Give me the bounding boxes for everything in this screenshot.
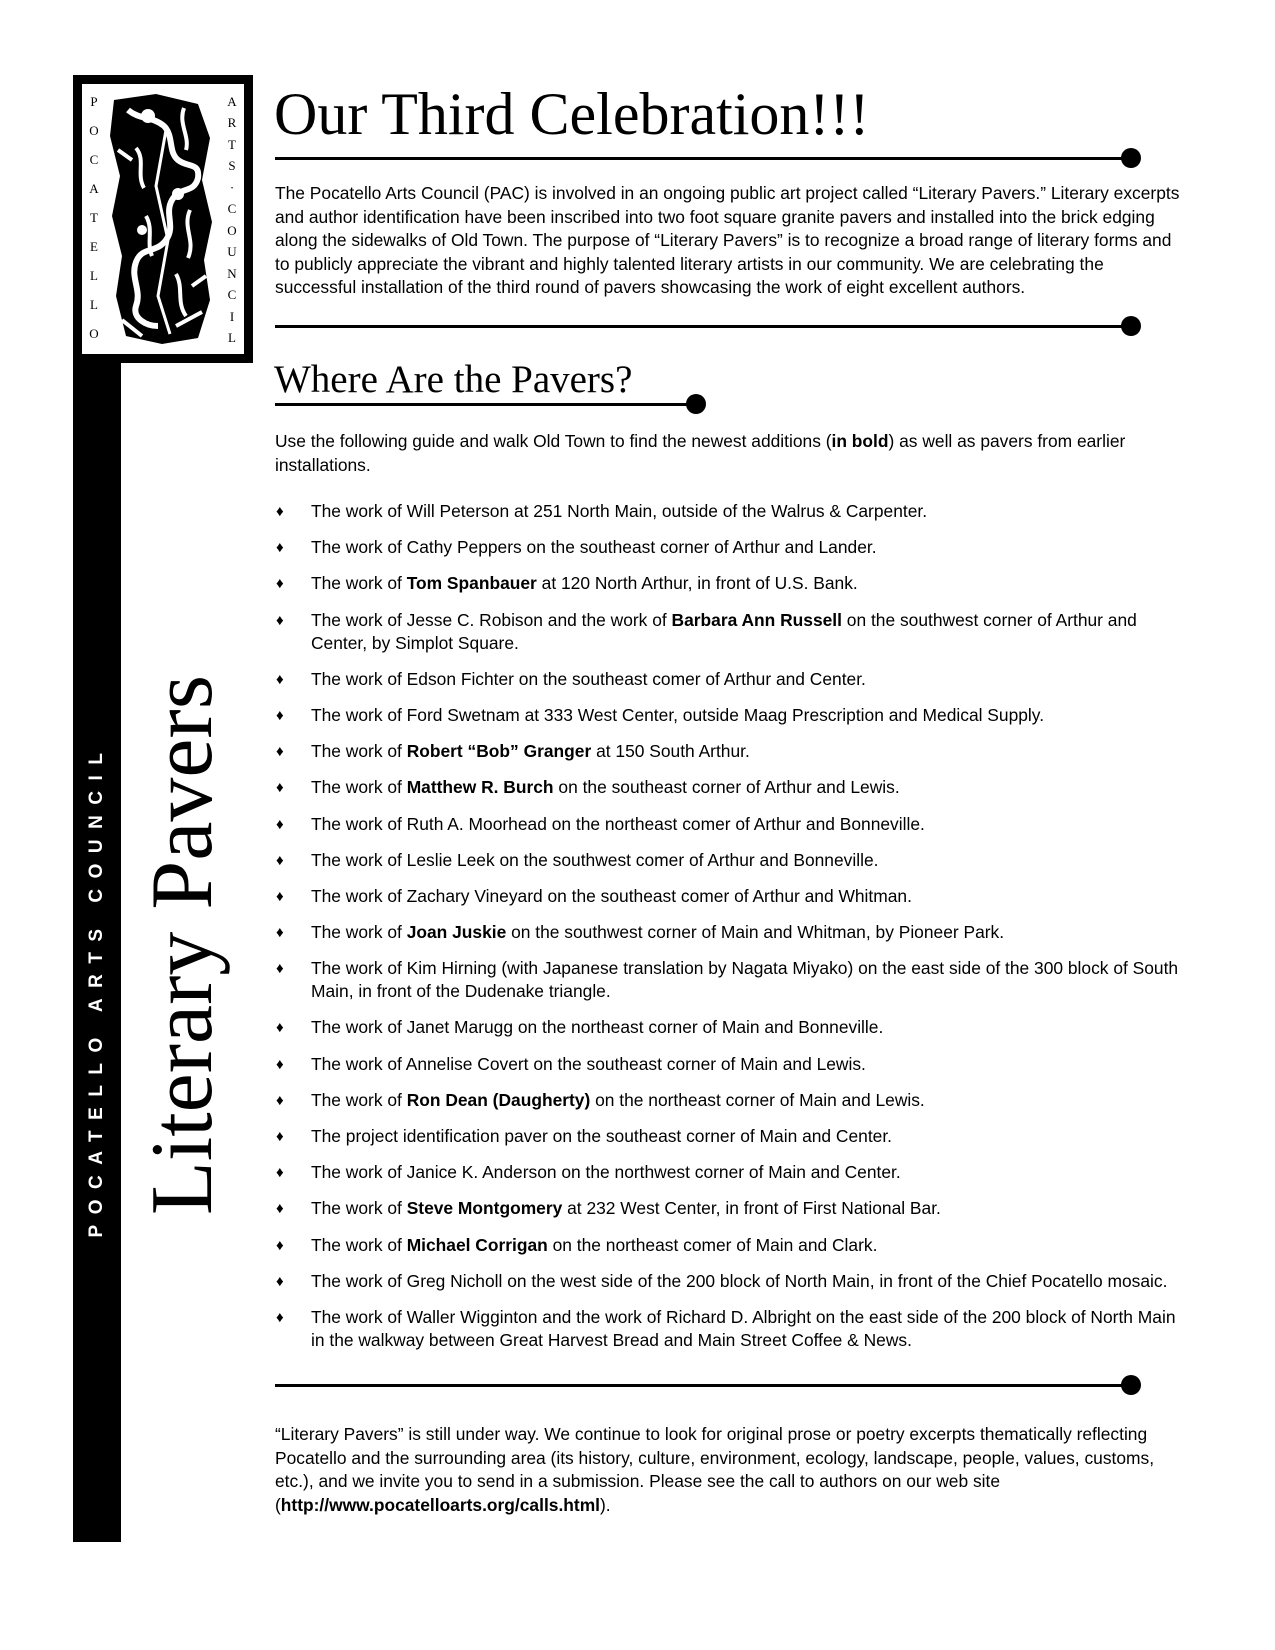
logo-letter: O bbox=[227, 222, 237, 238]
logo-letter: A bbox=[227, 94, 237, 109]
paver-text: The work of Ruth A. Moorhead on the northeast comer of Arthur and Bonneville. bbox=[311, 813, 925, 834]
author-name-new: Joan Juskie bbox=[406, 922, 507, 943]
rule-end-dot bbox=[1121, 148, 1141, 168]
author-name-new: Matthew R. Burch bbox=[406, 777, 554, 798]
paver-text: The work of Will Peterson at 251 North Main, outside of the Walrus & Carpenter. bbox=[311, 501, 928, 521]
paver-location-text bbox=[311, 776, 1185, 799]
logo-letter: A bbox=[89, 181, 99, 196]
paver-location-text bbox=[311, 921, 1185, 944]
paver-location-text bbox=[311, 885, 1185, 908]
diamond-bullet-icon: ♦ bbox=[276, 743, 284, 761]
paver-location-text bbox=[311, 1197, 1185, 1220]
paver-text: The work of bbox=[311, 922, 407, 943]
intro-paragraph: The Pocatello Arts Council (PAC) is involved in an ongoing public art project called “Literary Pavers.” Literary excerpts and author identification have been inscribed into two foot square granite pavers and installed into the brick edging along the sidewalks of Old Town. The purpose of “Literary Pavers” is to recognize a broad range of literary forms and to publicly appreciate the vibrant and highly talented literary artists in our community. We are celebrating the successful installation of the third round of pavers showcasing the work of eight excellent authors. bbox=[275, 183, 1180, 298]
paver-text: The work of Janice K. Anderson on the northwest corner of Main and Center. bbox=[311, 1162, 901, 1183]
paver-text: The work of bbox=[311, 1089, 407, 1110]
section-underline bbox=[275, 403, 696, 406]
diamond-bullet-icon: ♦ bbox=[276, 887, 284, 905]
paver-location-text bbox=[311, 957, 1185, 1003]
divider-rule bbox=[275, 325, 1131, 328]
outro-paragraph bbox=[275, 1423, 1180, 1517]
paver-text: The work of Leslie Leek on the southwest comer of Arthur and Bonneville. bbox=[311, 849, 879, 870]
list-item bbox=[270, 921, 1185, 944]
list-item bbox=[270, 704, 1185, 727]
guide-text: Use the following guide and walk Old Town to find the newest additions ( bbox=[275, 431, 832, 451]
paver-text: The work of bbox=[311, 741, 407, 762]
logo-letter: S bbox=[228, 158, 236, 174]
list-item bbox=[270, 1016, 1185, 1039]
diamond-bullet-icon: ♦ bbox=[276, 503, 284, 520]
author-name-new: Tom Spanbauer bbox=[406, 573, 537, 594]
paver-location-text bbox=[311, 500, 1185, 523]
list-item bbox=[270, 849, 1185, 872]
section-title: Where Are the Pavers? bbox=[274, 358, 633, 401]
divider-rule bbox=[275, 1384, 1131, 1387]
diamond-bullet-icon: ♦ bbox=[276, 539, 284, 557]
paver-location-text bbox=[311, 1270, 1185, 1293]
paver-location-text bbox=[311, 1125, 1185, 1148]
paver-text-end: at 120 North Arthur, in front of U.S. Bank. bbox=[536, 573, 858, 594]
paver-text: The work of Kim Hirning (with Japanese translation by Nagata Miyako) on the east side of the 300 block of South Main, in front of the Dudenake triangle. bbox=[311, 958, 1179, 1002]
literary-pavers-title: Literary Pavers bbox=[134, 675, 231, 1215]
author-name-new: Ron Dean (Daugherty) bbox=[406, 1089, 591, 1110]
diamond-bullet-icon: ♦ bbox=[276, 1308, 284, 1326]
diamond-bullet-icon: ♦ bbox=[276, 1272, 284, 1290]
paver-text: The work of Janet Marugg on the northeast corner of Main and Bonneville. bbox=[311, 1017, 884, 1038]
author-name-new: Michael Corrigan bbox=[406, 1234, 548, 1255]
list-item bbox=[270, 1197, 1185, 1220]
paver-text: The work of Jesse C. Robison and the work of bbox=[311, 609, 672, 630]
logo-letter: P bbox=[90, 94, 98, 109]
list-item bbox=[270, 813, 1185, 836]
paver-location-text bbox=[311, 536, 1185, 559]
sidebar-organization-name: POCATELLO ARTS COUNCIL bbox=[86, 742, 107, 1238]
diamond-bullet-icon: ♦ bbox=[276, 611, 284, 629]
list-item bbox=[270, 885, 1185, 908]
diamond-bullet-icon: ♦ bbox=[276, 960, 284, 978]
list-item bbox=[270, 1089, 1185, 1112]
logo-letter: R bbox=[227, 115, 237, 131]
logo-letter: T bbox=[228, 136, 236, 152]
logo-letter: I bbox=[229, 308, 235, 324]
diamond-bullet-icon: ♦ bbox=[276, 815, 284, 833]
diamond-bullet-icon: ♦ bbox=[276, 1128, 284, 1145]
logo-letters-left bbox=[87, 94, 101, 342]
author-name-new: Robert “Bob” Granger bbox=[406, 741, 592, 762]
list-item bbox=[270, 572, 1185, 595]
diamond-bullet-icon: ♦ bbox=[276, 779, 284, 797]
paver-location-text bbox=[311, 813, 1185, 836]
logo-letter: T bbox=[90, 210, 98, 225]
list-item bbox=[270, 1234, 1185, 1257]
divider-rule bbox=[275, 157, 1131, 160]
logo-letter: · bbox=[229, 179, 235, 195]
dancing-figures-icon bbox=[106, 90, 218, 348]
diamond-bullet-icon: ♦ bbox=[276, 575, 284, 593]
diamond-bullet-icon: ♦ bbox=[276, 1236, 284, 1254]
pocatello-arts-council-logo bbox=[73, 75, 253, 363]
logo-letter: O bbox=[89, 123, 99, 138]
rule-end-dot bbox=[1121, 1375, 1141, 1395]
logo-letter: N bbox=[227, 265, 237, 281]
diamond-bullet-icon: ♦ bbox=[276, 1164, 284, 1182]
paver-text: The work of bbox=[311, 1198, 407, 1219]
paver-text: The work of Zachary Vineyard on the southeast comer of Arthur and Whitman. bbox=[311, 885, 912, 906]
paver-text: The work of bbox=[311, 573, 407, 594]
paver-location-text bbox=[311, 704, 1185, 727]
paver-text: The project identification paver on the southeast corner of Main and Center. bbox=[311, 1126, 892, 1146]
paver-text: The work of bbox=[311, 1234, 407, 1255]
paver-text-end: on the northeast comer of Main and Clark. bbox=[547, 1234, 878, 1255]
paver-location-text bbox=[311, 849, 1185, 872]
diamond-bullet-icon: ♦ bbox=[276, 670, 284, 688]
paver-location-text bbox=[311, 1161, 1185, 1184]
paver-text-end: on the southwest corner of Main and Whitman, by Pioneer Park. bbox=[506, 922, 1005, 943]
paver-text-end: on the northeast corner of Main and Lewis. bbox=[590, 1089, 925, 1110]
logo-letter: C bbox=[227, 287, 237, 303]
list-item bbox=[270, 776, 1185, 799]
logo-letter: L bbox=[228, 329, 236, 345]
logo-frame bbox=[82, 84, 244, 354]
logo-letter: L bbox=[90, 268, 98, 283]
guide-text-end: ) as well as pavers from earlier installations. bbox=[275, 431, 1126, 475]
list-item bbox=[270, 1270, 1185, 1293]
website-link[interactable]: http://www.pocatelloarts.org/calls.html bbox=[280, 1494, 600, 1515]
logo-letter: C bbox=[227, 201, 237, 217]
list-item bbox=[270, 1125, 1185, 1148]
list-item bbox=[270, 957, 1185, 1003]
list-item bbox=[270, 609, 1185, 655]
paver-location-text bbox=[311, 572, 1185, 595]
logo-letter: L bbox=[90, 297, 98, 312]
logo-letters-right bbox=[225, 94, 239, 346]
paver-text-end: on the southwest corner of Arthur and Center, by Simplot Square. bbox=[311, 609, 1137, 653]
paver-location-text bbox=[311, 1053, 1185, 1076]
guide-paragraph bbox=[275, 430, 1175, 477]
paver-text-end: at 150 South Arthur. bbox=[591, 741, 750, 762]
paver-location-text bbox=[311, 668, 1185, 691]
diamond-bullet-icon: ♦ bbox=[276, 1091, 284, 1109]
diamond-bullet-icon: ♦ bbox=[276, 1200, 284, 1218]
diamond-bullet-icon: ♦ bbox=[276, 1019, 284, 1037]
paver-text-end: at 232 West Center, in front of First National Bar. bbox=[562, 1198, 941, 1219]
logo-letter: C bbox=[89, 152, 99, 167]
diamond-bullet-icon: ♦ bbox=[276, 706, 284, 724]
paver-text: The work of bbox=[311, 777, 407, 798]
paver-location-text bbox=[311, 1234, 1185, 1257]
paver-location-text bbox=[311, 609, 1185, 655]
paver-location-text bbox=[311, 1016, 1185, 1039]
diamond-bullet-icon: ♦ bbox=[276, 1055, 284, 1073]
diamond-bullet-icon: ♦ bbox=[276, 851, 284, 869]
logo-letter: E bbox=[90, 239, 98, 254]
guide-bold-text: in bold bbox=[831, 431, 889, 451]
paver-location-list bbox=[270, 500, 1185, 1365]
list-item bbox=[270, 1161, 1185, 1184]
list-item bbox=[270, 1306, 1185, 1352]
paver-text: The work of Annelise Covert on the southeast corner of Main and Lewis. bbox=[311, 1053, 866, 1074]
paver-location-text bbox=[311, 1089, 1185, 1112]
list-item bbox=[270, 740, 1185, 763]
outro-text: “Literary Pavers” is still under way. We continue to look for original prose or poetry excerpts thematically reflecting Pocatello and the surrounding area (its history, culture, environment, ecology, landscape, people, values, customs, etc.), and we invite you to send in a submission. Please see the call to authors on our web site ( bbox=[275, 1424, 1155, 1515]
paver-text: The work of Waller Wigginton and the work of Richard D. Albright on the east side of the 200 block of North Main in the walkway between Great Harvest Bread and Main Street Coffee & News. bbox=[311, 1306, 1176, 1350]
outro-text-end: ). bbox=[599, 1494, 611, 1515]
paver-text: The work of Ford Swetnam at 333 West Center, outside Maag Prescription and Medical Supply. bbox=[311, 704, 1045, 725]
list-item bbox=[270, 500, 1185, 523]
rule-end-dot bbox=[1121, 316, 1141, 336]
author-name-new: Barbara Ann Russell bbox=[671, 609, 842, 630]
paver-text: The work of Cathy Peppers on the southeast corner of Arthur and Lander. bbox=[311, 537, 877, 558]
paver-location-text bbox=[311, 1306, 1185, 1352]
list-item bbox=[270, 536, 1185, 559]
rule-end-dot bbox=[686, 394, 706, 414]
paver-location-text bbox=[311, 740, 1185, 763]
paver-text: The work of Greg Nicholl on the west side of the 200 block of North Main, in front of the Chief Pocatello mosaic. bbox=[311, 1270, 1168, 1291]
diamond-bullet-icon: ♦ bbox=[276, 924, 284, 942]
page-title: Our Third Celebration!!! bbox=[274, 81, 870, 147]
paver-text: The work of Edson Fichter on the southeast comer of Arthur and Center. bbox=[311, 668, 866, 689]
list-item bbox=[270, 1053, 1185, 1076]
paver-text-end: on the southeast corner of Arthur and Lewis. bbox=[553, 777, 900, 798]
logo-letter: U bbox=[227, 244, 237, 260]
logo-letter: O bbox=[89, 326, 99, 341]
author-name-new: Steve Montgomery bbox=[406, 1198, 563, 1219]
list-item bbox=[270, 668, 1185, 691]
